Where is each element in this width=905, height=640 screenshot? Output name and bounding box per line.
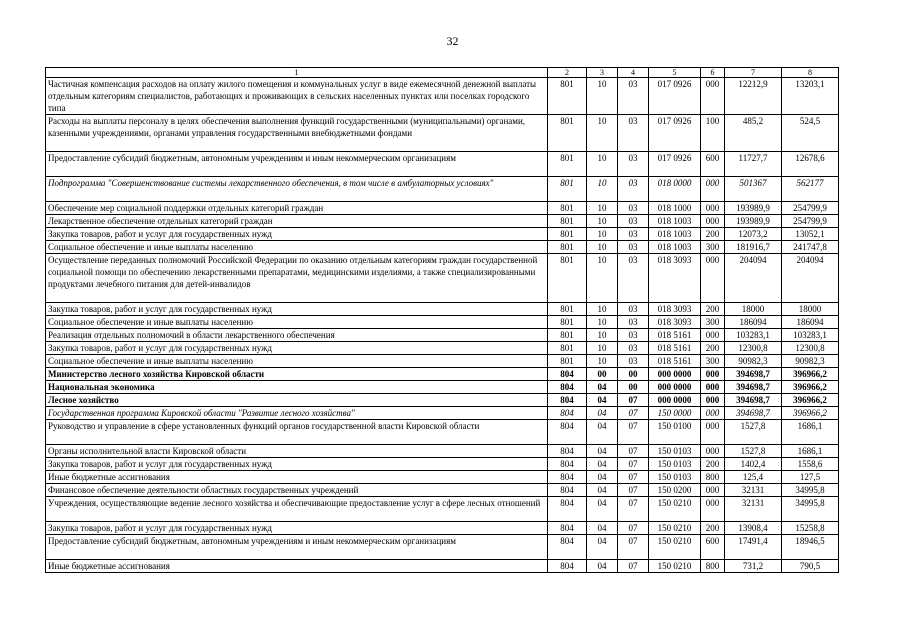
- cell-subsection-code: 03: [618, 241, 649, 254]
- page-number: 32: [446, 34, 459, 48]
- table-row: [46, 355, 839, 368]
- cell-ministry-code: 804: [548, 407, 587, 420]
- cell-section-code: 04: [587, 484, 618, 497]
- cell-target-code: 150 0000: [649, 407, 701, 420]
- table-row: [46, 484, 839, 497]
- cell-name: Руководство и управление в сфере установленных функций органов государственной власти Кировской области: [46, 420, 548, 445]
- cell-target-code: 018 1003: [649, 241, 701, 254]
- cell-ministry-code: 801: [548, 78, 587, 115]
- cell-amount-year1: 90982,3: [725, 355, 782, 368]
- cell-ministry-code: 801: [548, 202, 587, 215]
- table-row: [46, 316, 839, 329]
- cell-ministry-code: 801: [548, 355, 587, 368]
- cell-target-code: 150 0210: [649, 522, 701, 535]
- cell-amount-year2: 396966,2: [782, 381, 839, 394]
- table-row: [46, 368, 839, 381]
- cell-amount-year2: 12678,6: [782, 152, 839, 177]
- column-header: 6: [701, 68, 725, 78]
- cell-section-code: 10: [587, 152, 618, 177]
- column-header: 3: [587, 68, 618, 78]
- cell-ministry-code: 801: [548, 303, 587, 316]
- cell-amount-year1: 103283,1: [725, 329, 782, 342]
- cell-amount-year2: 127,5: [782, 471, 839, 484]
- cell-amount-year2: 18000: [782, 303, 839, 316]
- cell-name: Государственная программа Кировской области "Развитие лесного хозяйства": [46, 407, 548, 420]
- cell-subsection-code: 07: [618, 560, 649, 573]
- cell-amount-year2: 13052,1: [782, 228, 839, 241]
- cell-section-code: 10: [587, 316, 618, 329]
- table-row: [46, 342, 839, 355]
- cell-ministry-code: 801: [548, 115, 587, 152]
- cell-amount-year2: 254799,9: [782, 202, 839, 215]
- cell-amount-year2: 1558,6: [782, 458, 839, 471]
- cell-ministry-code: 801: [548, 329, 587, 342]
- table-row: [46, 115, 839, 152]
- cell-section-code: 04: [587, 381, 618, 394]
- cell-expense-type: 200: [701, 342, 725, 355]
- cell-amount-year2: 204094: [782, 254, 839, 303]
- cell-subsection-code: 07: [618, 484, 649, 497]
- cell-ministry-code: 804: [548, 497, 587, 522]
- cell-name: Осуществление переданных полномочий Российской Федерации по оказанию отдельным категориям граждан государственной социальной помощи по обеспечению лекарственными препаратами, медицинскими изделиями, а также специализированными продуктами лечебного питания для детей-инвалидов: [46, 254, 548, 303]
- cell-amount-year1: 193989,9: [725, 202, 782, 215]
- cell-expense-type: 200: [701, 303, 725, 316]
- cell-amount-year2: 524,5: [782, 115, 839, 152]
- cell-target-code: 017 0926: [649, 115, 701, 152]
- column-header: 7: [725, 68, 782, 78]
- cell-expense-type: 000: [701, 78, 725, 115]
- cell-target-code: 018 3093: [649, 303, 701, 316]
- cell-name: Подпрограмма "Совершенствование системы лекарственного обеспечения, в том числе в амбулаторных условиях": [46, 177, 548, 202]
- table-row: [46, 445, 839, 458]
- cell-amount-year2: 396966,2: [782, 407, 839, 420]
- cell-target-code: 017 0926: [649, 152, 701, 177]
- table-row: [46, 303, 839, 316]
- cell-name: Закупка товаров, работ и услуг для государственных нужд: [46, 303, 548, 316]
- cell-amount-year2: 254799,9: [782, 215, 839, 228]
- cell-target-code: 018 1003: [649, 215, 701, 228]
- table-row: [46, 202, 839, 215]
- cell-subsection-code: 03: [618, 316, 649, 329]
- cell-ministry-code: 801: [548, 342, 587, 355]
- cell-expense-type: 100: [701, 115, 725, 152]
- cell-section-code: 04: [587, 535, 618, 560]
- cell-subsection-code: 03: [618, 215, 649, 228]
- cell-target-code: 018 5161: [649, 342, 701, 355]
- cell-ministry-code: 804: [548, 471, 587, 484]
- cell-subsection-code: 00: [618, 381, 649, 394]
- cell-subsection-code: 07: [618, 471, 649, 484]
- cell-target-code: 000 0000: [649, 394, 701, 407]
- cell-name: Закупка товаров, работ и услуг для государственных нужд: [46, 458, 548, 471]
- cell-expense-type: 300: [701, 355, 725, 368]
- cell-section-code: 00: [587, 368, 618, 381]
- cell-amount-year1: 485,2: [725, 115, 782, 152]
- cell-ministry-code: 804: [548, 445, 587, 458]
- cell-amount-year1: 125,4: [725, 471, 782, 484]
- cell-amount-year2: 396966,2: [782, 368, 839, 381]
- cell-subsection-code: 03: [618, 355, 649, 368]
- cell-ministry-code: 804: [548, 381, 587, 394]
- cell-subsection-code: 07: [618, 535, 649, 560]
- cell-subsection-code: 03: [618, 303, 649, 316]
- cell-subsection-code: 03: [618, 342, 649, 355]
- cell-amount-year1: 394698,7: [725, 368, 782, 381]
- cell-name: Закупка товаров, работ и услуг для государственных нужд: [46, 228, 548, 241]
- cell-expense-type: 000: [701, 445, 725, 458]
- cell-subsection-code: 03: [618, 177, 649, 202]
- cell-section-code: 04: [587, 394, 618, 407]
- cell-amount-year1: 12212,9: [725, 78, 782, 115]
- column-header: 5: [649, 68, 701, 78]
- cell-amount-year1: 32131: [725, 497, 782, 522]
- cell-subsection-code: 03: [618, 228, 649, 241]
- budget-table: [45, 67, 839, 573]
- table-row: [46, 177, 839, 202]
- cell-section-code: 10: [587, 115, 618, 152]
- cell-name: Иные бюджетные ассигнования: [46, 560, 548, 573]
- cell-name: Социальное обеспечение и иные выплаты населению: [46, 241, 548, 254]
- cell-target-code: 018 0000: [649, 177, 701, 202]
- cell-name: Закупка товаров, работ и услуг для государственных нужд: [46, 342, 548, 355]
- table-row: [46, 407, 839, 420]
- cell-subsection-code: 03: [618, 329, 649, 342]
- cell-expense-type: 000: [701, 254, 725, 303]
- cell-ministry-code: 801: [548, 228, 587, 241]
- cell-amount-year1: 394698,7: [725, 381, 782, 394]
- cell-target-code: 150 0103: [649, 471, 701, 484]
- cell-target-code: 000 0000: [649, 368, 701, 381]
- cell-amount-year1: 1527,8: [725, 445, 782, 458]
- cell-amount-year2: 103283,1: [782, 329, 839, 342]
- column-header: 8: [782, 68, 839, 78]
- cell-subsection-code: 07: [618, 394, 649, 407]
- cell-amount-year1: 12300,8: [725, 342, 782, 355]
- cell-amount-year1: 1527,8: [725, 420, 782, 445]
- cell-ministry-code: 801: [548, 254, 587, 303]
- cell-name: Органы исполнительной власти Кировской области: [46, 445, 548, 458]
- cell-ministry-code: 804: [548, 458, 587, 471]
- cell-expense-type: 600: [701, 535, 725, 560]
- table-row: [46, 535, 839, 560]
- cell-amount-year1: 394698,7: [725, 394, 782, 407]
- cell-subsection-code: 03: [618, 152, 649, 177]
- cell-ministry-code: 804: [548, 420, 587, 445]
- cell-expense-type: 000: [701, 202, 725, 215]
- cell-subsection-code: 03: [618, 202, 649, 215]
- cell-amount-year1: 731,2: [725, 560, 782, 573]
- cell-expense-type: 200: [701, 228, 725, 241]
- cell-expense-type: 000: [701, 484, 725, 497]
- cell-amount-year1: 18000: [725, 303, 782, 316]
- cell-section-code: 04: [587, 522, 618, 535]
- cell-section-code: 10: [587, 202, 618, 215]
- cell-section-code: 04: [587, 420, 618, 445]
- cell-name: Учреждения, осуществляющие ведение лесного хозяйства и обеспечивающие предоставление услуг в сфере лесных отношений: [46, 497, 548, 522]
- cell-target-code: 150 0210: [649, 560, 701, 573]
- table-row: [46, 522, 839, 535]
- cell-amount-year2: 396966,2: [782, 394, 839, 407]
- cell-target-code: 018 3093: [649, 254, 701, 303]
- cell-expense-type: 300: [701, 316, 725, 329]
- cell-name: Социальное обеспечение и иные выплаты населению: [46, 316, 548, 329]
- cell-section-code: 10: [587, 228, 618, 241]
- cell-target-code: 000 0000: [649, 381, 701, 394]
- cell-amount-year2: 790,5: [782, 560, 839, 573]
- cell-amount-year2: 1686,1: [782, 445, 839, 458]
- cell-subsection-code: 03: [618, 115, 649, 152]
- cell-amount-year2: 241747,8: [782, 241, 839, 254]
- cell-expense-type: 600: [701, 152, 725, 177]
- cell-expense-type: 000: [701, 497, 725, 522]
- cell-section-code: 10: [587, 329, 618, 342]
- cell-amount-year1: 501367: [725, 177, 782, 202]
- cell-expense-type: 300: [701, 241, 725, 254]
- cell-target-code: 150 0103: [649, 458, 701, 471]
- cell-name: Министерство лесного хозяйства Кировской области: [46, 368, 548, 381]
- cell-target-code: 150 0210: [649, 535, 701, 560]
- table-row: [46, 254, 839, 303]
- cell-subsection-code: 07: [618, 420, 649, 445]
- cell-expense-type: 800: [701, 471, 725, 484]
- cell-section-code: 10: [587, 215, 618, 228]
- cell-expense-type: 000: [701, 394, 725, 407]
- cell-expense-type: 200: [701, 458, 725, 471]
- cell-section-code: 10: [587, 177, 618, 202]
- cell-ministry-code: 801: [548, 177, 587, 202]
- cell-amount-year1: 12073,2: [725, 228, 782, 241]
- cell-ministry-code: 804: [548, 535, 587, 560]
- cell-amount-year2: 186094: [782, 316, 839, 329]
- cell-section-code: 10: [587, 254, 618, 303]
- cell-subsection-code: 07: [618, 497, 649, 522]
- cell-name: Лесное хозяйство: [46, 394, 548, 407]
- cell-section-code: 04: [587, 560, 618, 573]
- cell-expense-type: 000: [701, 368, 725, 381]
- column-header: 2: [548, 68, 587, 78]
- cell-ministry-code: 804: [548, 394, 587, 407]
- cell-amount-year1: 204094: [725, 254, 782, 303]
- cell-name: Закупка товаров, работ и услуг для государственных нужд: [46, 522, 548, 535]
- header-row: [46, 68, 839, 78]
- cell-name: Реализация отдельных полномочий в области лекарственного обеспечения: [46, 329, 548, 342]
- cell-ministry-code: 804: [548, 368, 587, 381]
- cell-name: Национальная экономика: [46, 381, 548, 394]
- cell-amount-year2: 34995,8: [782, 497, 839, 522]
- cell-subsection-code: 07: [618, 445, 649, 458]
- cell-target-code: 017 0926: [649, 78, 701, 115]
- cell-ministry-code: 801: [548, 316, 587, 329]
- cell-subsection-code: 07: [618, 522, 649, 535]
- table-row: [46, 228, 839, 241]
- table-row: [46, 420, 839, 445]
- cell-amount-year1: 11727,7: [725, 152, 782, 177]
- table-row: [46, 497, 839, 522]
- cell-subsection-code: 07: [618, 407, 649, 420]
- cell-section-code: 10: [587, 355, 618, 368]
- cell-name: Расходы на выплаты персоналу в целях обеспечения выполнения функций государственными (муниципальными) органами, казенными учреждениями, органами управления государственными внебюджетными фондами: [46, 115, 548, 152]
- table-row: [46, 381, 839, 394]
- cell-section-code: 10: [587, 303, 618, 316]
- cell-expense-type: 000: [701, 329, 725, 342]
- cell-amount-year1: 193989,9: [725, 215, 782, 228]
- cell-name: Предоставление субсидий бюджетным, автономным учреждениям и иным некоммерческим организациям: [46, 535, 548, 560]
- cell-ministry-code: 804: [548, 522, 587, 535]
- cell-section-code: 04: [587, 407, 618, 420]
- cell-ministry-code: 801: [548, 241, 587, 254]
- table-row: [46, 560, 839, 573]
- cell-target-code: 018 5161: [649, 329, 701, 342]
- cell-section-code: 04: [587, 458, 618, 471]
- cell-amount-year2: 34995,8: [782, 484, 839, 497]
- cell-target-code: 018 3093: [649, 316, 701, 329]
- cell-name: Лекарственное обеспечение отдельных категорий граждан: [46, 215, 548, 228]
- cell-expense-type: 200: [701, 522, 725, 535]
- cell-section-code: 04: [587, 445, 618, 458]
- cell-amount-year2: 15258,8: [782, 522, 839, 535]
- cell-amount-year1: 17491,4: [725, 535, 782, 560]
- cell-section-code: 04: [587, 497, 618, 522]
- cell-expense-type: 800: [701, 560, 725, 573]
- cell-section-code: 10: [587, 342, 618, 355]
- cell-target-code: 150 0103: [649, 445, 701, 458]
- cell-name: Предоставление субсидий бюджетным, автономным учреждениям и иным некоммерческим организациям: [46, 152, 548, 177]
- cell-amount-year1: 32131: [725, 484, 782, 497]
- cell-amount-year2: 18946,5: [782, 535, 839, 560]
- cell-amount-year1: 13908,4: [725, 522, 782, 535]
- cell-amount-year1: 1402,4: [725, 458, 782, 471]
- cell-section-code: 10: [587, 241, 618, 254]
- table-row: [46, 241, 839, 254]
- column-header: 1: [46, 68, 548, 78]
- cell-expense-type: 000: [701, 381, 725, 394]
- cell-section-code: 10: [587, 78, 618, 115]
- table-row: [46, 329, 839, 342]
- cell-name: Частичная компенсация расходов на оплату жилого помещения и коммунальных услуг в виде ежемесячной денежной выплаты отдельным категориям специалистов, работающих и проживающих в сельских населенных пунктах или поселках городского типа: [46, 78, 548, 115]
- cell-expense-type: 000: [701, 177, 725, 202]
- table-row: [46, 471, 839, 484]
- cell-amount-year2: 562177: [782, 177, 839, 202]
- cell-target-code: 018 1003: [649, 228, 701, 241]
- table-row: [46, 215, 839, 228]
- cell-target-code: 150 0200: [649, 484, 701, 497]
- cell-target-code: 018 5161: [649, 355, 701, 368]
- cell-amount-year1: 394698,7: [725, 407, 782, 420]
- cell-amount-year2: 12300,8: [782, 342, 839, 355]
- column-header: 4: [618, 68, 649, 78]
- cell-subsection-code: 00: [618, 368, 649, 381]
- cell-amount-year2: 1686,1: [782, 420, 839, 445]
- cell-name: Иные бюджетные ассигнования: [46, 471, 548, 484]
- cell-ministry-code: 804: [548, 484, 587, 497]
- cell-target-code: 150 0210: [649, 497, 701, 522]
- table-row: [46, 458, 839, 471]
- table-row: [46, 78, 839, 115]
- cell-name: Обеспечение мер социальной поддержки отдельных категорий граждан: [46, 202, 548, 215]
- cell-ministry-code: 801: [548, 215, 587, 228]
- cell-name: Социальное обеспечение и иные выплаты населению: [46, 355, 548, 368]
- cell-section-code: 04: [587, 471, 618, 484]
- cell-amount-year1: 181916,7: [725, 241, 782, 254]
- cell-amount-year1: 186094: [725, 316, 782, 329]
- cell-amount-year2: 90982,3: [782, 355, 839, 368]
- cell-subsection-code: 03: [618, 254, 649, 303]
- table-row: [46, 152, 839, 177]
- cell-expense-type: 000: [701, 407, 725, 420]
- table-body: [46, 78, 839, 573]
- cell-amount-year2: 13203,1: [782, 78, 839, 115]
- table-row: [46, 394, 839, 407]
- cell-subsection-code: 03: [618, 78, 649, 115]
- cell-expense-type: 000: [701, 215, 725, 228]
- cell-ministry-code: 804: [548, 560, 587, 573]
- cell-subsection-code: 07: [618, 458, 649, 471]
- cell-target-code: 150 0100: [649, 420, 701, 445]
- cell-ministry-code: 801: [548, 152, 587, 177]
- cell-name: Финансовое обеспечение деятельности областных государственных учреждений: [46, 484, 548, 497]
- cell-target-code: 018 1000: [649, 202, 701, 215]
- cell-expense-type: 000: [701, 420, 725, 445]
